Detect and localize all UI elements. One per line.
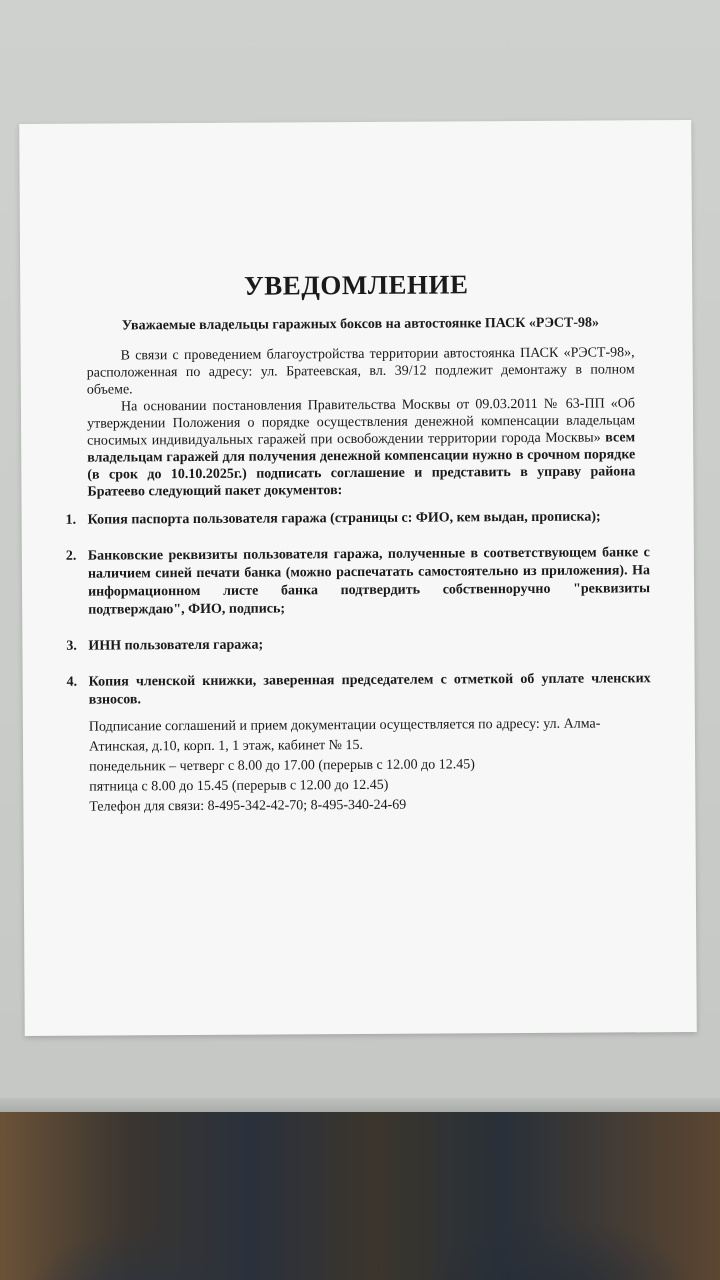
notice-sheet <box>19 120 697 1036</box>
contact-info <box>89 714 656 817</box>
list-item-text: Банковские реквизиты пользователя гаража, полученные в соответствующем банке с наличием синей печати банка (можно распечатать самостоятельно из приложения). На информационном листе банка подтвердить собственноручно "реквизиты подтверждаю", ФИО, подпись; <box>87 545 651 618</box>
list-item <box>66 544 650 620</box>
notice-subtitle: Уважаемые владельцы гаражных боксов на автостоянке ПАСК «РЭСТ-98» <box>121 315 600 334</box>
background-floor <box>0 1112 720 1280</box>
list-item-text: Копия членской книжки, заверенная председателем с отметкой об уплате членских взносов. <box>88 671 651 708</box>
list-item-number: 1. <box>65 512 77 528</box>
contact-hours-mon-thu: понедельник – четверг с 8.00 до 17.00 (перерыв с 12.00 до 12.45) <box>89 757 476 775</box>
intro-paragraph-text: В связи с проведением благоустройства территории автостоянка ПАСК «РЭСТ-98», расположенная по адресу: ул. Братеевская, вл. 39/12 подлежит демонтажу в полном объеме. <box>86 345 635 398</box>
contact-hours-fri: пятница с 8.00 до 15.45 (перерыв с 12.00 до 12.45) <box>89 777 389 795</box>
list-item-text: Копия паспорта пользователя гаража (страницы с: ФИО, кем выдан, прописка); <box>87 509 601 528</box>
notice-title: УВЕДОМЛЕНИЕ <box>243 269 469 301</box>
list-item <box>66 634 650 656</box>
documents-list <box>66 508 651 710</box>
contact-phone: Телефон для связи: 8-495-342-42-70; 8-495-340-24-69 <box>89 797 407 815</box>
list-item-number: 4. <box>66 674 78 690</box>
basis-paragraph <box>87 395 636 500</box>
list-item <box>66 508 650 530</box>
list-item-number: 2. <box>65 548 77 564</box>
list-item <box>67 670 651 710</box>
basis-paragraph-bold: всем владельцам гаражей для получения денежной компенсации нужно в срочном порядке (в срок до 10.10.2025г.) подписать соглашение и представить в управу района Братеево следующий пакет документов: <box>87 430 636 500</box>
list-item-text: ИНН пользователя гаража; <box>88 637 264 654</box>
basis-paragraph-regular: На основании постановления Правительства Москвы от 09.03.2011 № 63-ПП «Об утверждении Положения о порядке осуществления денежной компенсации владельцам сносимых индивидуальных гаражей при освобождении территории города Москвы» <box>87 396 636 449</box>
contact-address: Подписание соглашений и прием документации осуществляется по адресу: ул. Алма-Атинская, д.10, корп. 1, 1 этаж, кабинет № 15. <box>88 716 601 755</box>
list-item-number: 3. <box>66 638 77 654</box>
intro-paragraph <box>87 344 635 398</box>
